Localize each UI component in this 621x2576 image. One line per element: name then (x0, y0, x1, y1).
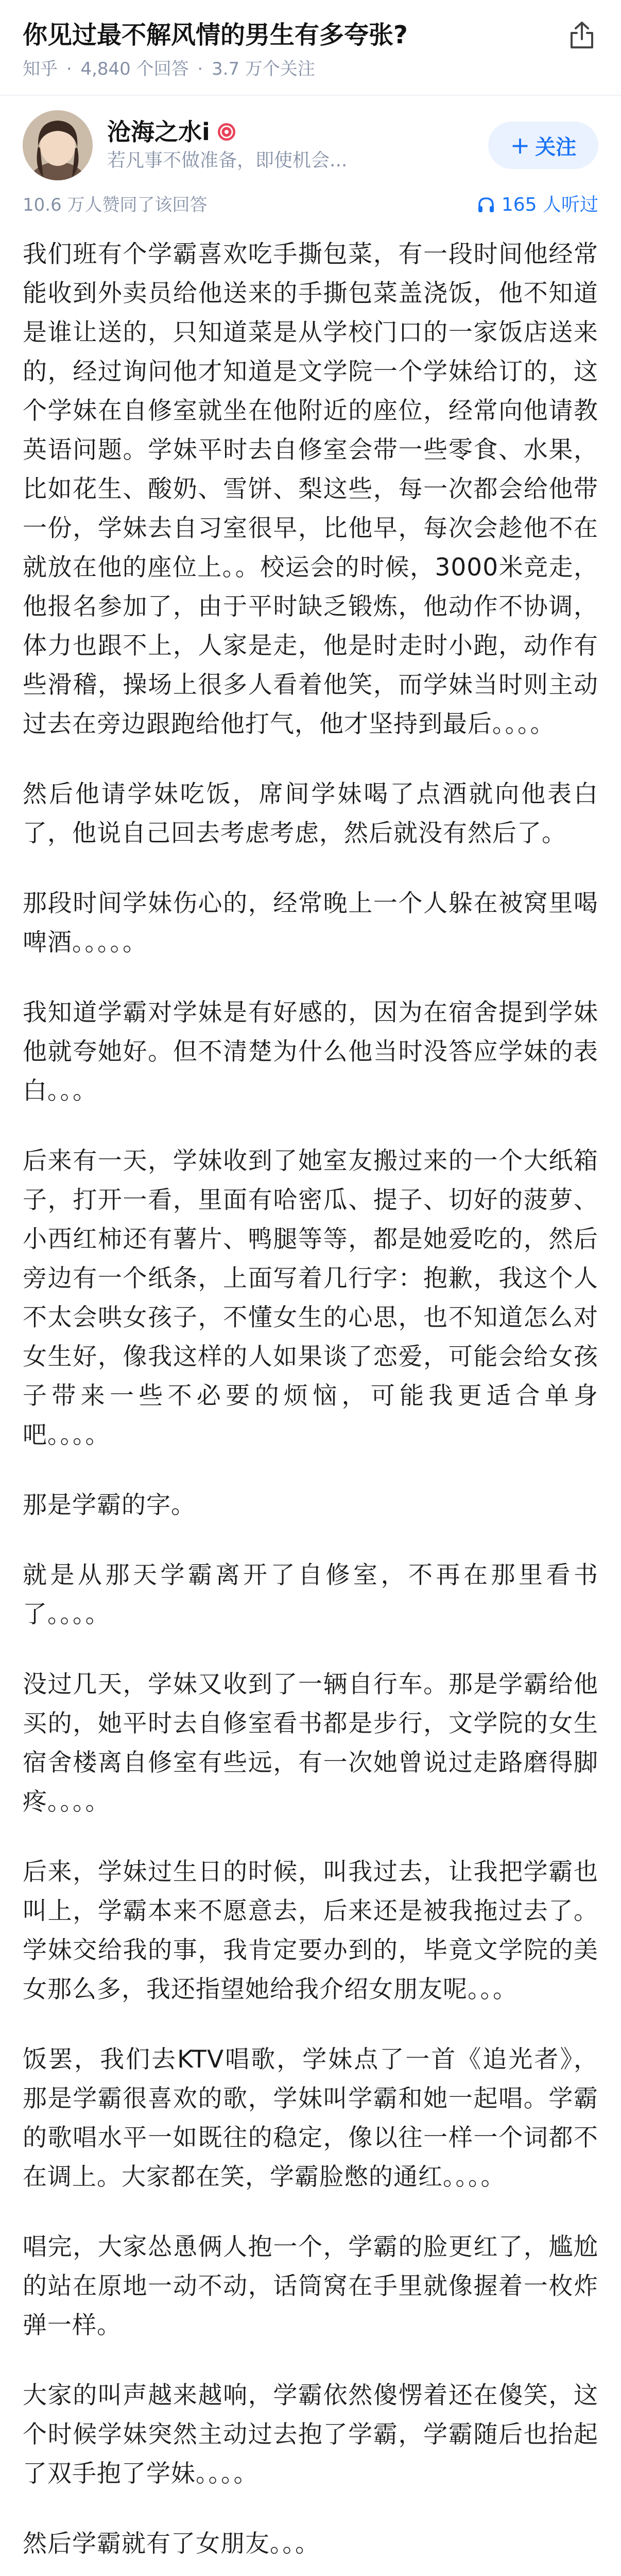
follow-button[interactable] (488, 122, 598, 169)
answer-paragraph: 就是从那天学霸离开了自修室，不再在那里看书了。。。。 (23, 1561, 598, 1629)
source-label: 知乎 (23, 59, 58, 79)
answer-paragraph: 然后他请学妹吃饭，席间学妹喝了点酒就向他表白了，他说自己回去考虑考虑，然后就没有然后了。 (23, 780, 598, 848)
answer-paragraph: 大家的叫声越来越响，学霸依然傻愣着还在傻笑，这个时候学妹突然主动过去抱了学霸，学霸随后也抬起了双手抱了学妹。。。。 (23, 2381, 598, 2488)
answer-paragraph: 然后学霸就有了女朋友。。。 (23, 2530, 320, 2558)
answer-paragraph: 我们班有个学霸喜欢吃手撕包菜，有一段时间他经常能收到外卖员给他送来的手撕包菜盖浇饭，他不知道是谁让送的，只知道菜是从学校门口的一家饭店送来的，经过询问他才知道是文学院一个学妹给订的，这个学妹在自修室就坐在他附近的座位，经常向他请教英语问题。学妹平时去自修室会带一些零食、水果，比如花生、酸奶、雪饼、梨这些，每一次都会给他带一份，学妹去自习室很早，比他早，每次会趁他不在就放在他的座位上。。校运会的时候，3000米竞走，他报名参加了，由于平时缺乏锻炼，他动作不协调，体力也跟不上，人家是走，他是时走时小跑，动作有些滑稽，操场上很多人看着他笑，而学妹当时则主动过去在旁边跟跑给他打气，他才坚持到最后。。。。 (23, 240, 598, 738)
answer-paragraph: 饭罢，我们去KTV唱歌，学妹点了一首《追光者》，那是学霸很喜欢的歌，学妹叫学霸和她一起唱。学霸的歌唱水平一如既往的稳定，像以往一样一个词都不在调上。大家都在笑，学霸脸憋的通红。。。。 (23, 2045, 598, 2191)
avatar[interactable] (23, 110, 93, 180)
answer-stats (0, 180, 621, 217)
plus-icon: + (510, 131, 530, 159)
follow-label: 关注 (535, 135, 577, 159)
answer-count[interactable]: 4,840 个回答 (80, 59, 189, 79)
author-info (107, 116, 488, 174)
author-bio: 若凡事不做准备，即使机会... (107, 150, 348, 171)
question-meta: 知乎 · 4,840 个回答 · 3.7 万个关注 (23, 59, 315, 79)
answer-paragraph: 我知道学霸对学妹是有好感的，因为在宿舍提到学妹他就夸她好。但不清楚为什么他当时没答应学妹的表白。。。 (23, 998, 598, 1105)
answer-paragraph: 那是学霸的字。 (23, 1491, 196, 1519)
avatar-image (23, 110, 93, 180)
answer-paragraph: 唱完，大家怂恿俩人抱一个，学霸的脸更红了，尴尬的站在原地一动不动，话筒窝在手里就像握着一枚炸弹一样。 (23, 2233, 598, 2340)
question-header (0, 0, 621, 52)
share-button[interactable] (565, 19, 598, 52)
author-name-row (107, 116, 488, 147)
answer-paragraph: 没过几天，学妹又收到了一辆自行车。那是学霸给他买的，她平时去自修室看书都是步行，文学院的女生宿舍楼离自修室有些远，有一次她曾说过走路磨得脚疼。。。。 (23, 1670, 598, 1816)
answer-paragraph: 后来，学妹过生日的时候，叫我过去，让我把学霸也叫上，学霸本来不愿意去，后来还是被我拖过去了。学妹交给我的事，我肯定要办到的，毕竟文学院的美女那么多，我还指望她给我介绍女朋友呢。。。 (23, 1858, 598, 2004)
headphones-icon (477, 196, 495, 214)
listen-button[interactable] (477, 193, 598, 217)
follower-count: 3.7 万个关注 (212, 59, 315, 79)
share-icon (568, 21, 595, 49)
answer-content (0, 217, 621, 2564)
author-row (0, 96, 621, 180)
answer-paragraph: 后来有一天，学妹收到了她室友搬过来的一个大纸箱子，打开一看，里面有哈密瓜、提子、切好的菠萝、小西红柿还有薯片、鸭腿等等，都是她爱吃的，然后旁边有一个纸条，上面写着几行字：抱歉，我这个人不太会哄女孩子，不懂女生的心思，也不知道怎么对女生好，像我这样的人如果谈了恋爱，可能会给女孩子带来一些不必要的烦恼，可能我更适合单身吧。。。。 (23, 1147, 598, 1449)
question-title[interactable]: 你见过最不解风情的男生有多夸张? (23, 21, 408, 49)
answer-paragraph: 那段时间学妹伤心的，经常晚上一个人躲在被窝里喝啤酒。。。。。 (23, 889, 598, 957)
listener-count: 165 人听过 (501, 194, 598, 215)
badge-icon (216, 122, 237, 142)
author-name[interactable]: 沧海之水i (107, 118, 210, 146)
like-count: 10.6 万人赞同了该回答 (23, 195, 208, 215)
